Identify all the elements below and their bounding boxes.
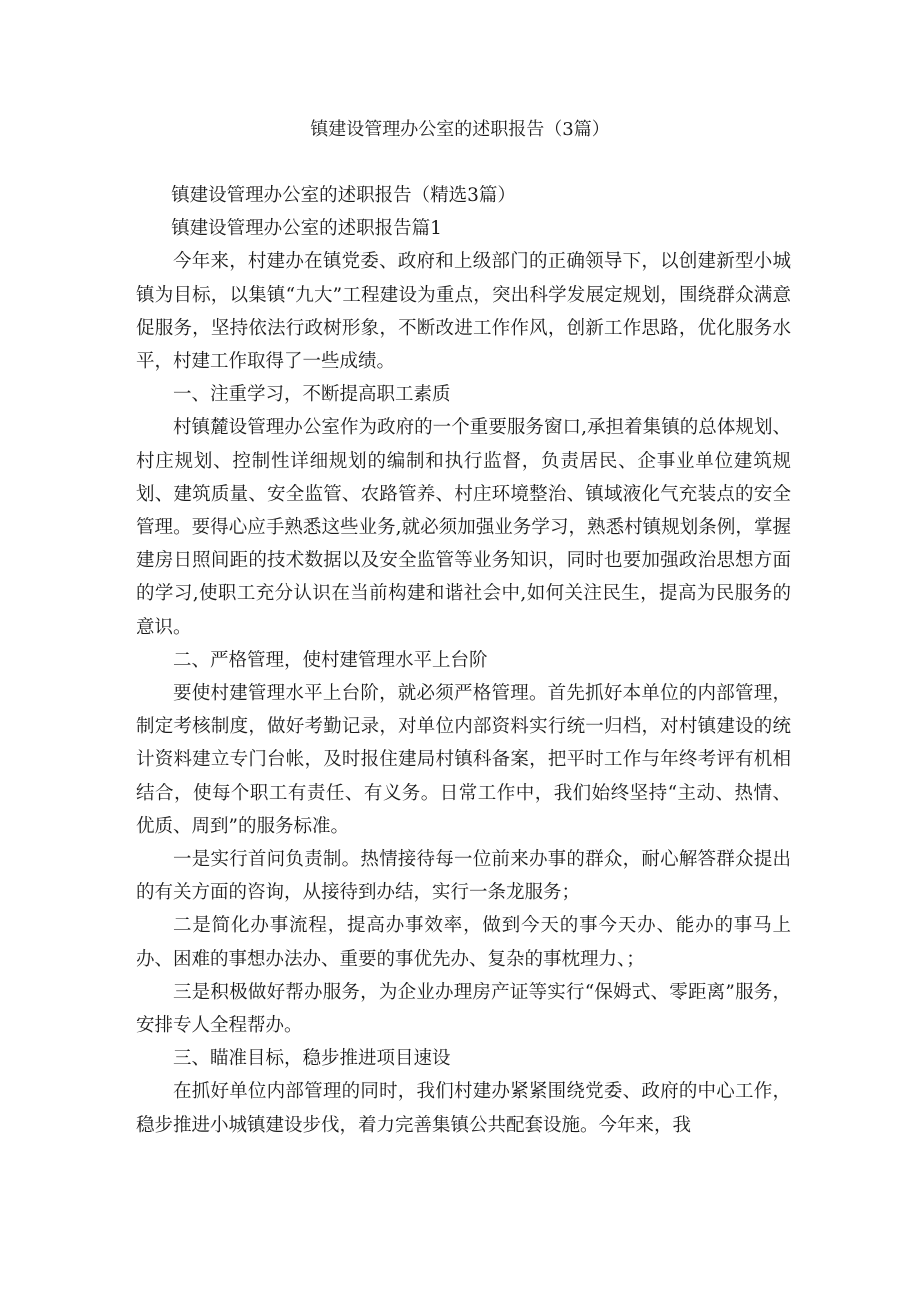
paragraph: 村镇麓设管理办公室作为政府的一个重要服务窗口,承担着集镇的总体规划、村庄规划、控制性详细规划的编制和执行监督，负责居民、企事业单位建筑规划、建筑质量、安全监管、农路管养、村庄环境整治、镇域液化气充装点的安全管理。要得心应手熟悉这些业务,就必须加强业务学习，熟悉村镇规划条例，掌握建房日照间距的技术数据以及安全监管等业务知识，同时也要加强政治思想方面的学习,使职工充分认识在当前构建和谐社会中,如何关注民生，提高为民服务的意识。 [136,417,791,638]
section-heading: 一、注重学习，不断提高职工素质 [173,384,451,406]
paragraph: 二是简化办事流程，提高办事效率，做到今天的事今天办、能办的事马上办、困难的事想办法办、重要的事优先办、复杂的事枕理力、； [136,915,791,970]
paragraph: 在抓好单位内部管理的同时，我们村建办紧紧围绕党委、政府的中心工作，稳步推进小城镇建设步伐，着力完善集镇公共配套设施。今年来，我 [136,1081,791,1136]
section-heading: 镇建设管理办公室的述职报告篇1 [171,218,442,240]
section-heading: 三、瞄准目标，稳步推进项目速设 [173,1048,451,1070]
paragraph: 要使村建管理水平上台阶，就必须严格管理。首先抓好本单位的内部管理，制定考核制度，做好考勤记录，对单位内部资料实行统一归档，对村镇建设的统计资料建立专门台帐，及时报住建局村镇科备案，把平时工作与年终考评有机相结合，使每个职工有责任、有义务。日常工作中，我们始终坚持“主动、热情、优质、周到”的服务标准。 [136,683,791,837]
section-heading: 二、严格管理，使村建管理水平上台阶 [173,649,488,671]
paragraph: 今年来，村建办在镇党委、政府和上级部门的正确领导下，以创建新型小城镇为目标，以集镇“九大”工程建设为重点，突出科学发展定规划，围绕群众满意促服务，坚持依法行政树形象，不断改进工作作风，创新工作思路，优化服务水平，村建工作取得了一些成绩。 [136,251,791,373]
document-body [136,179,791,1142]
paragraph: 三是积极做好帮办服务，为企业办理房产证等实行“保姆式、零距离”服务，安排专人全程帮办。 [136,981,791,1037]
subtitle: 镇建设管理办公室的述职报告（精选3篇） [171,185,516,206]
paragraph: 一是实行首问负责制。热情接待每一位前来办事的群众，耐心解答群众提出的有关方面的咨询，从接待到办结，实行一条龙服务； [136,849,791,904]
document-title: 镇建设管理办公室的述职报告（3篇） [310,119,610,140]
